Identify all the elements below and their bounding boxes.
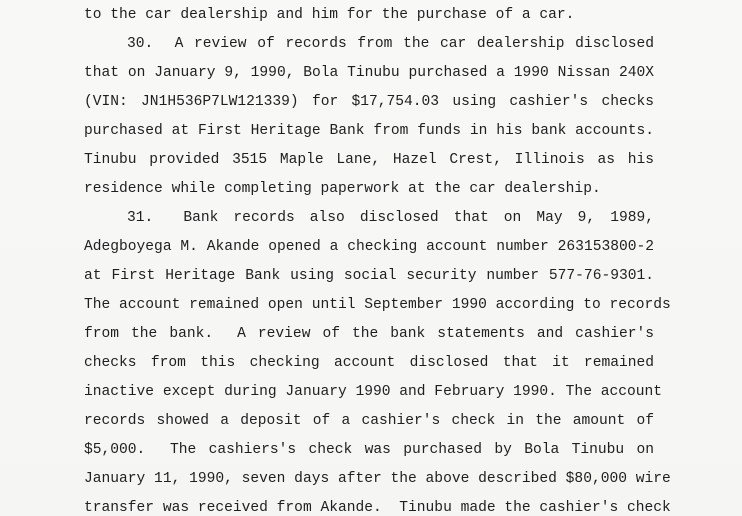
text-line: Tinubu provided 3515 Maple Lane, Hazel Crest, Illinois as his [84, 152, 654, 168]
text-line: $5,000. The cashiers's check was purchased by Bola Tinubu on [84, 442, 654, 458]
text-line: from the bank. A review of the bank statements and cashier's [84, 326, 654, 342]
text-line: inactive except during January 1990 and February 1990. The account [84, 384, 663, 400]
paragraph-31-start: 31. Bank records also disclosed that on May 9, 1989, [127, 210, 654, 226]
text-line: January 11, 1990, seven days after the above described $80,000 wire [84, 471, 671, 487]
text-line: (VIN: JN1H536P7LW121339) for $17,754.03 using cashier's checks [84, 94, 654, 110]
text-line: transfer was received from Akande. Tinubu made the cashier's check [84, 500, 671, 516]
text-line: residence while completing paperwork at the car dealership. [84, 181, 601, 197]
text-line: purchased at First Heritage Bank from funds in his bank accounts. [84, 123, 654, 139]
text-line: records showed a deposit of a cashier's check in the amount of [84, 413, 654, 429]
text-line: The account remained open until September 1990 according to records [84, 297, 671, 313]
text-line: checks from this checking account disclosed that it remained [84, 355, 654, 371]
paragraph-30-start: 30. A review of records from the car dealership disclosed [127, 36, 654, 52]
text-line: that on January 9, 1990, Bola Tinubu purchased a 1990 Nissan 240X [84, 65, 654, 81]
text-line: Adegboyega M. Akande opened a checking account number 263153800-2 [84, 239, 654, 255]
text-line: to the car dealership and him for the purchase of a car. [84, 7, 575, 23]
text-line: at First Heritage Bank using social security number 577-76-9301. [84, 268, 654, 284]
